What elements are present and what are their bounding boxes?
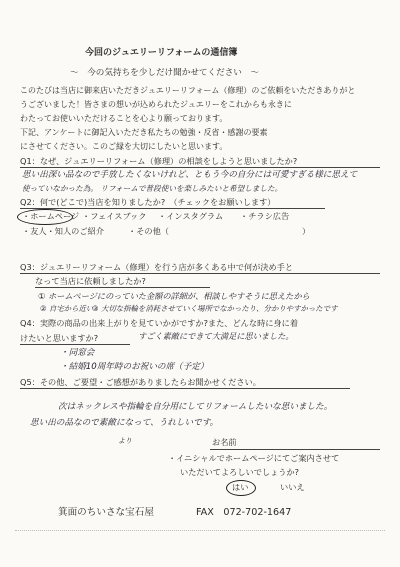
q2-option-friend[interactable]: ・友人・知人のご紹介 xyxy=(22,226,104,236)
q2-option-other-close: ） xyxy=(302,226,311,236)
q2-option-homepage[interactable]: ・ホームページ xyxy=(22,211,80,221)
q3-answer-line: ② 自宅から近い xyxy=(40,304,94,313)
q5-underline xyxy=(20,388,350,389)
q4-answer-line: ・同窓会 xyxy=(60,348,95,358)
intro-line: このたびは当店に御来店いただきジュエリーリフォーム（修理）のご依頼をいただきありがと xyxy=(20,86,356,95)
q2-option-flyer[interactable]: ・チラシ広告 xyxy=(240,211,290,221)
shop-fax: FAX 072-702-1647 xyxy=(196,507,292,518)
q4-answer-line: ・結婚10周年時のお祝いの席（予定） xyxy=(60,362,209,372)
q3-underline xyxy=(20,273,380,274)
q5-answer-line: 次はネックレスや指輪を自分用にしてリフォームしたいな思いました。 xyxy=(58,402,333,412)
shop-name: 箕面のちいさな宝石屋 xyxy=(58,507,154,518)
q1-label: Q1：なぜ、ジュエリーリフォーム（修理）の相談をしようと思いましたか? xyxy=(20,156,298,166)
intro-line: 下記、アンケートに御記入いただき私たちの勉強・反省・感謝の要素 xyxy=(20,128,268,137)
q3-label-cont: なって当店に依頼しましたか? xyxy=(35,276,146,286)
survey-subtitle: 〜 今の気持ちを少しだけ聞かせてください 〜 xyxy=(70,68,260,78)
name-field-line xyxy=(210,449,380,450)
q1-answer-line: 使っていなかった為。 リフォームで普段使いを楽しみたいと希望しました。 xyxy=(22,184,283,193)
bottom-dotted-line xyxy=(15,530,385,531)
consent-question-cont: いただいてよろしいでしょうか? xyxy=(180,467,299,477)
q2-underline xyxy=(20,208,325,209)
intro-line: わたってお使いいただけることを心より願っております。 xyxy=(20,114,228,123)
q3-answer-line: ① ホームページにのっていた金額の詳細が、相談しやすそうに思えたから xyxy=(38,291,310,301)
q2-option-instagram[interactable]: ・インスタグラム xyxy=(158,211,224,221)
consent-no-option[interactable]: いいえ xyxy=(280,482,305,492)
consent-yes-option[interactable]: はい xyxy=(232,482,249,492)
consent-question: ・イニシャルでホームページにてご案内させて xyxy=(168,453,340,463)
name-label: お名前 xyxy=(212,437,237,447)
q4-underline xyxy=(20,344,130,345)
q4-label: Q4：実際の商品の出来上がりを見ていかがですか?また、どんな時に身に着 xyxy=(20,318,299,328)
q3-answer-line: ③ 大切な指輪を消耗させていく場所でなかったり、分かりやすかったです xyxy=(92,304,338,313)
q1-underline xyxy=(20,167,380,168)
q2-option-other[interactable]: ・その他（ xyxy=(128,226,169,236)
q1-answer-line: 思い出深い品なので手放したくないけれど、ともう今の自分には可愛すぎる様に思えて xyxy=(22,170,358,180)
q2-option-facebook[interactable]: ・フェイスブック xyxy=(82,211,147,221)
q2-label: Q2：何で(どこで)当店を知りましたか? （チェックをお願いします） xyxy=(20,197,276,207)
q3-label: Q3：ジュエリーリフォーム（修理）を行う店が多くある中で何が決め手と xyxy=(20,262,294,272)
survey-title: 今回のジュエリーリフォームの通信簿 xyxy=(85,48,238,58)
q5-answer-line: 思い出の品なので素敵になって、うれしいです。 xyxy=(30,418,219,428)
intro-line: にさせてください。このご縁を大切にしたいと思います。 xyxy=(20,142,228,151)
q5-answer-note: より xyxy=(118,437,132,445)
intro-line: うございました！皆さまの想いが込められたジュエリーをこれからも永きに xyxy=(20,100,292,109)
q5-label: Q5：その他、ご要望・ご感想がありましたらお聞かせください。 xyxy=(20,377,261,387)
q4-answer-inline: すごく素敵にできて大満足に思いました。 xyxy=(138,331,294,341)
q3-underline-2 xyxy=(35,287,210,288)
q4-label-cont: けたいと思いますか? xyxy=(20,333,99,343)
